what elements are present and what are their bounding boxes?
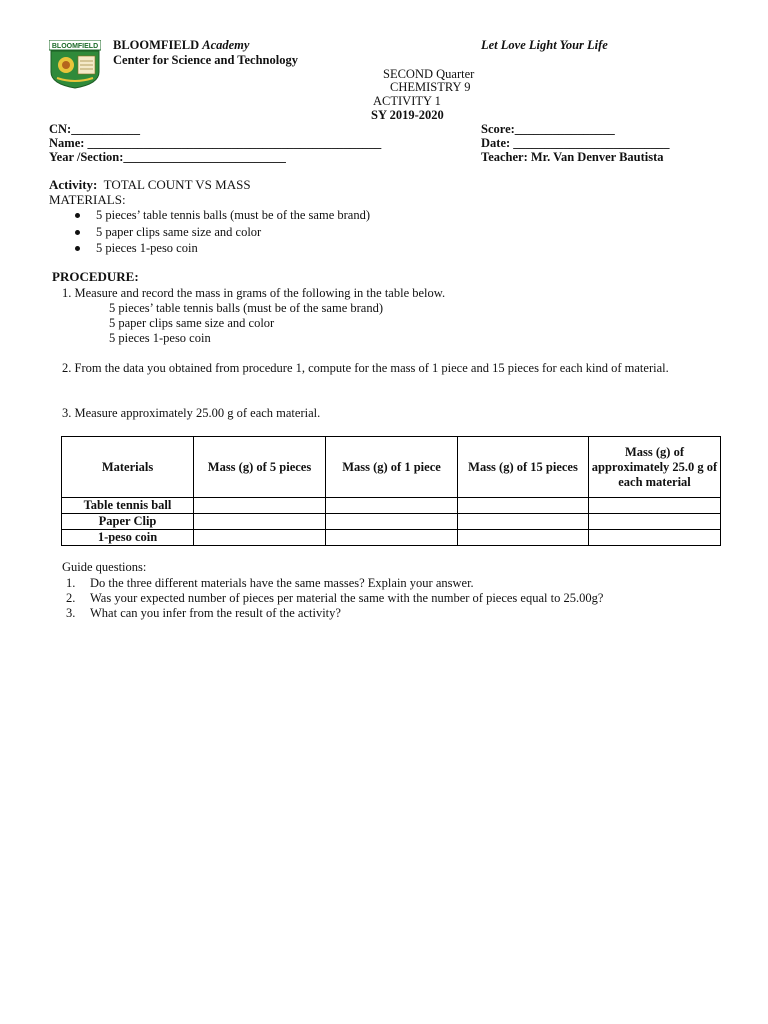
materials-heading: MATERIALS: bbox=[49, 192, 126, 207]
mass-table bbox=[61, 436, 721, 546]
school-name-main: BLOOMFIELD bbox=[113, 38, 200, 52]
activity-number: ACTIVITY 1 bbox=[373, 94, 441, 108]
list-item bbox=[66, 576, 721, 591]
logo-text: BLOOMFIELD bbox=[51, 43, 99, 50]
activity-label: Activity: bbox=[49, 177, 98, 192]
procedure-step-2: 2. From the data you obtained from procedure 1, compute for the mass of 1 piece and 15 pieces for each kind of material. bbox=[62, 361, 669, 375]
guide-questions bbox=[66, 576, 721, 621]
cn-field: CN:___________ bbox=[49, 122, 140, 136]
material-text: 5 pieces 1-peso coin bbox=[96, 241, 198, 255]
question-text: Do the three different materials have the same masses? Explain your answer. bbox=[90, 576, 474, 590]
question-number: 2. bbox=[66, 591, 76, 605]
question-number: 1. bbox=[66, 576, 76, 590]
teacher-field: Teacher: Mr. Van Denver Bautista bbox=[481, 150, 664, 164]
year-section-field: Year /Section:__________________________ bbox=[49, 150, 286, 164]
empty-cell bbox=[326, 530, 458, 546]
activity-name: TOTAL COUNT VS MASS bbox=[103, 177, 251, 192]
guide-heading: Guide questions: bbox=[62, 560, 147, 574]
table-row bbox=[62, 498, 721, 514]
column-header: Mass (g) of 5 pieces bbox=[194, 437, 326, 498]
procedure-step-3: 3. Measure approximately 25.00 g of each material. bbox=[62, 406, 321, 420]
empty-cell bbox=[194, 498, 326, 514]
school-name bbox=[113, 38, 249, 53]
empty-cell bbox=[589, 514, 721, 530]
column-header: Mass (g) of approximately 25.0 g of each material bbox=[589, 437, 721, 498]
empty-cell bbox=[326, 498, 458, 514]
list-item bbox=[96, 240, 370, 257]
procedure-heading: PROCEDURE: bbox=[52, 269, 139, 284]
question-text: Was your expected number of pieces per material the same with the number of pieces equal to 25.00g? bbox=[90, 591, 604, 605]
score-field: Score:________________ bbox=[481, 122, 615, 136]
table-header-row bbox=[62, 437, 721, 498]
empty-cell bbox=[194, 514, 326, 530]
empty-cell bbox=[589, 498, 721, 514]
material-text: 5 pieces’ table tennis balls (must be of the same brand) bbox=[96, 208, 370, 222]
list-item bbox=[96, 224, 370, 241]
list-item bbox=[66, 591, 721, 606]
quarter: SECOND Quarter bbox=[383, 67, 475, 81]
empty-cell bbox=[194, 530, 326, 546]
empty-cell bbox=[458, 514, 589, 530]
step1-item: 5 pieces’ table tennis balls (must be of the same brand) bbox=[109, 301, 383, 315]
subject: CHEMISTRY 9 bbox=[390, 80, 471, 94]
column-header: Mass (g) of 15 pieces bbox=[458, 437, 589, 498]
empty-cell bbox=[326, 514, 458, 530]
motto: Let Love Light Your Life bbox=[481, 38, 608, 52]
list-item bbox=[96, 207, 370, 224]
date-field: Date: _________________________ bbox=[481, 136, 670, 150]
procedure-step-1: 1. Measure and record the mass in grams of the following in the table below. bbox=[62, 286, 446, 300]
empty-cell bbox=[458, 530, 589, 546]
school-year: SY 2019-2020 bbox=[371, 108, 444, 122]
school-logo bbox=[49, 40, 101, 89]
empty-cell bbox=[458, 498, 589, 514]
materials-list bbox=[96, 207, 370, 257]
row-label: Table tennis ball bbox=[62, 498, 194, 514]
activity-title bbox=[49, 177, 251, 193]
question-text: What can you infer from the result of the activity? bbox=[90, 606, 341, 620]
list-item bbox=[66, 606, 721, 621]
row-label: 1-peso coin bbox=[62, 530, 194, 546]
question-number: 3. bbox=[66, 606, 76, 620]
name-field: Name: _______________________________________________ bbox=[49, 136, 382, 150]
table-row bbox=[62, 514, 721, 530]
school-name-suffix: Academy bbox=[202, 38, 250, 52]
column-header: Materials bbox=[62, 437, 194, 498]
center-name: Center for Science and Technology bbox=[113, 53, 298, 67]
step1-item: 5 paper clips same size and color bbox=[109, 316, 275, 330]
empty-cell bbox=[589, 530, 721, 546]
table-row bbox=[62, 530, 721, 546]
column-header: Mass (g) of 1 piece bbox=[326, 437, 458, 498]
row-label: Paper Clip bbox=[62, 514, 194, 530]
material-text: 5 paper clips same size and color bbox=[96, 224, 262, 239]
step1-item: 5 pieces 1-peso coin bbox=[109, 331, 211, 345]
